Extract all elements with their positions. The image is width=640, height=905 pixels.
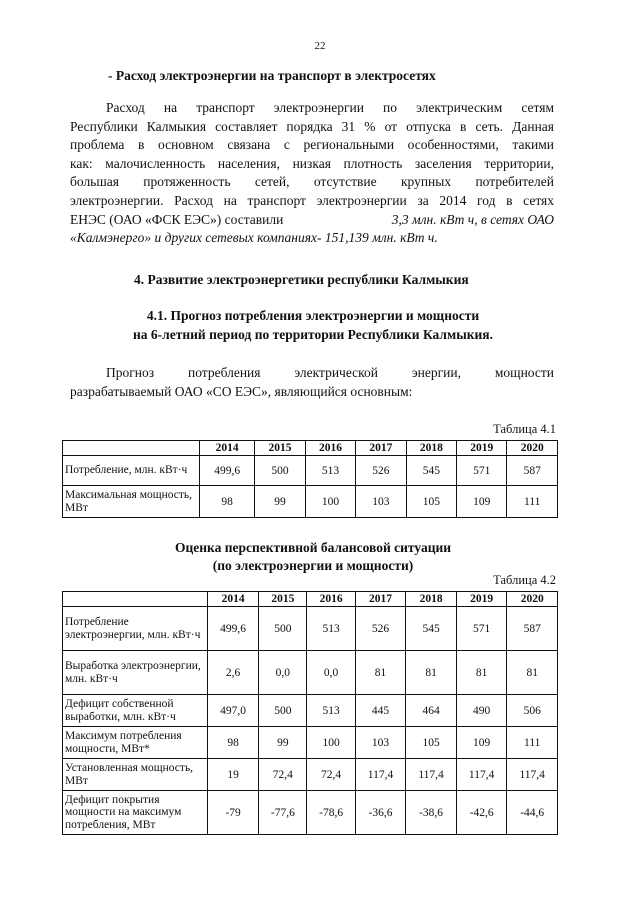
table-cell: 105	[406, 486, 456, 518]
para-line: разрабатываемый ОАО «СО ЕЭС», являющийся основным:	[70, 383, 413, 399]
table-4-2	[62, 591, 558, 835]
para-line	[70, 211, 554, 230]
subsection-heading-line1: 4.1. Прогноз потребления электроэнергии и мощности	[146, 308, 480, 323]
table-cell: 513	[305, 456, 355, 486]
table-cell: 72,4	[259, 759, 307, 791]
table-cell: -78,6	[307, 791, 355, 835]
table-cell: 445	[355, 695, 406, 727]
row-label: Дефицит покрытия мощности на максимум потребления, МВт	[63, 791, 208, 835]
forecast-paragraph	[70, 364, 554, 401]
table-cell: 500	[259, 695, 307, 727]
para-line-italic: «Калмэнерго» и других сетевых компаниях- 151,139 млн. кВт ч.	[70, 230, 438, 246]
section-heading-4: 4. Развитие электроэнергетики республики Калмыкия	[134, 272, 469, 287]
table-row	[63, 651, 558, 695]
table-cell: 117,4	[355, 759, 406, 791]
table2-title-line1: Оценка перспективной балансовой ситуации	[174, 540, 452, 555]
para-line: Прогноз потребления электрической энергии, мощности	[106, 365, 554, 380]
row-label: Дефицит собственной выработки, млн. кВт·ч	[63, 695, 208, 727]
section-heading-transport: - Расход электроэнергии на транспорт в электросетях	[108, 68, 436, 83]
table-row	[63, 727, 558, 759]
year-header: 2014	[200, 441, 255, 456]
table-cell: 464	[406, 695, 457, 727]
table-cell: 99	[259, 727, 307, 759]
para-line-start: ЕНЭС (ОАО «ФСК ЕЭС») составили	[70, 211, 284, 227]
table-cell: 117,4	[507, 759, 558, 791]
table-cell: 587	[507, 607, 558, 651]
row-label: Установленная мощность, МВт	[63, 759, 208, 791]
table-cell: 19	[208, 759, 259, 791]
para-line: электроэнергии. Расход на транспорт электроэнергии за 2014 год в сетях	[70, 192, 554, 208]
table-cell: 109	[457, 486, 507, 518]
table-row	[63, 695, 558, 727]
table-cell: -77,6	[259, 791, 307, 835]
para-line-italic: 3,3 млн. кВт ч, в сетях ОАО	[391, 211, 554, 227]
row-label: Потребление электроэнергии, млн. кВт·ч	[63, 607, 208, 651]
table-cell: 526	[355, 607, 406, 651]
table-cell: 103	[356, 486, 406, 518]
table-row	[63, 607, 558, 651]
table-cell: 81	[355, 651, 406, 695]
table-cell: 499,6	[208, 607, 259, 651]
table-cell: 103	[355, 727, 406, 759]
table-row	[63, 456, 558, 486]
table-cell: 2,6	[208, 651, 259, 695]
para-line: Республики Калмыкия составляет порядка 31 % от отпуска в сеть. Данная	[70, 118, 554, 134]
table-cell: 526	[356, 456, 406, 486]
table-cell: 117,4	[456, 759, 507, 791]
transport-paragraph	[70, 99, 554, 248]
year-header: 2018	[406, 592, 457, 607]
year-header: 2018	[406, 441, 456, 456]
table-cell: 0,0	[259, 651, 307, 695]
row-label: Максимум потребления мощности, МВт*	[63, 727, 208, 759]
row-label: Максимальная мощность, МВт	[63, 486, 200, 518]
table-cell: 100	[305, 486, 355, 518]
table-cell: -44,6	[507, 791, 558, 835]
table-cell: 81	[507, 651, 558, 695]
table-cell: 571	[457, 456, 507, 486]
year-header: 2014	[208, 592, 259, 607]
table2-title-line2: (по электроэнергии и мощности)	[212, 558, 414, 573]
table-cell: 98	[208, 727, 259, 759]
table-cell: 545	[406, 456, 456, 486]
table-cell: 81	[406, 651, 457, 695]
table-cell: 100	[307, 727, 355, 759]
year-header: 2017	[355, 592, 406, 607]
table-cell: 111	[507, 486, 558, 518]
table-cell: 497,0	[208, 695, 259, 727]
para-line: большая протяженность сетей, отсутствие крупных потребителей	[70, 174, 554, 190]
table-cell: 571	[456, 607, 507, 651]
table-cell: 81	[456, 651, 507, 695]
row-label: Потребление, млн. кВт·ч	[63, 456, 200, 486]
table-cell: 98	[200, 486, 255, 518]
year-header: 2019	[457, 441, 507, 456]
table-cell: 506	[507, 695, 558, 727]
table-cell: -36,6	[355, 791, 406, 835]
year-header: 2016	[305, 441, 355, 456]
year-header: 2019	[456, 592, 507, 607]
row-label: Выработка электроэнергии, млн. кВт·ч	[63, 651, 208, 695]
table-row	[63, 759, 558, 791]
table-cell: -38,6	[406, 791, 457, 835]
year-header: 2020	[507, 441, 558, 456]
table2-caption: Таблица 4.2	[493, 573, 556, 587]
table-cell: 499,6	[200, 456, 255, 486]
table-row	[63, 791, 558, 835]
page-number: 22	[314, 40, 326, 52]
year-header: 2015	[255, 441, 305, 456]
para-line: проблема в основном связана с региональными особенностями, такими	[70, 137, 554, 153]
table-cell: 72,4	[307, 759, 355, 791]
table-cell: -79	[208, 791, 259, 835]
table1-caption: Таблица 4.1	[493, 422, 556, 436]
table-cell: 587	[507, 456, 558, 486]
table-cell: 99	[255, 486, 305, 518]
year-header: 2017	[356, 441, 406, 456]
table-cell: -42,6	[456, 791, 507, 835]
table-cell: 105	[406, 727, 457, 759]
table-cell: 0,0	[307, 651, 355, 695]
table-cell: 490	[456, 695, 507, 727]
year-header: 2020	[507, 592, 558, 607]
table-cell: 109	[456, 727, 507, 759]
year-header: 2016	[307, 592, 355, 607]
para-line: как: малочисленность населения, низкая плотность заселения территории,	[70, 155, 554, 171]
table-corner	[63, 441, 200, 456]
table-corner	[63, 592, 208, 607]
table-cell: 500	[259, 607, 307, 651]
year-header: 2015	[259, 592, 307, 607]
table-cell: 513	[307, 695, 355, 727]
subsection-heading-line2: на 6-летний период по территории Республики Калмыкия.	[133, 327, 493, 342]
table-cell: 500	[255, 456, 305, 486]
para-line: Расход на транспорт электроэнергии по электрическим сетям	[106, 100, 554, 115]
table-cell: 117,4	[406, 759, 457, 791]
table-cell: 545	[406, 607, 457, 651]
table-row	[63, 486, 558, 518]
table-cell: 513	[307, 607, 355, 651]
table-cell: 111	[507, 727, 558, 759]
table-4-1	[62, 440, 558, 518]
